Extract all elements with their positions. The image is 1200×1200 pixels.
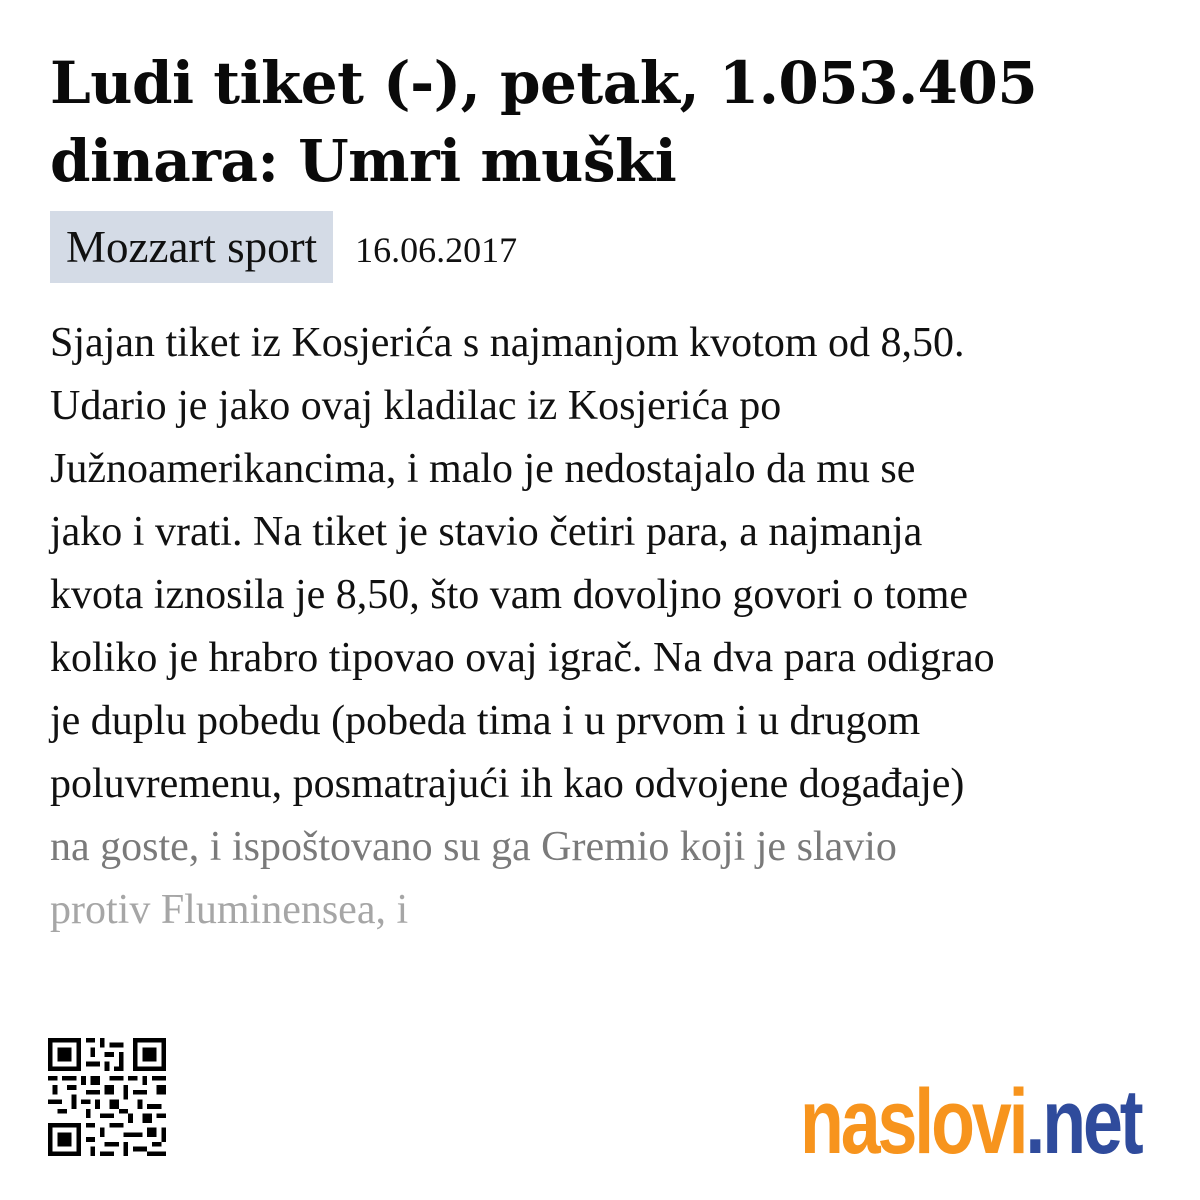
article-line: kvota iznosila je 8,50, što vam dovoljno govori o tome: [50, 572, 969, 618]
logo-main-text: naslovi: [800, 1071, 1026, 1173]
source-badge[interactable]: Mozzart sport: [50, 211, 333, 283]
article-line: poluvremenu, posmatrajući ih kao odvojene događaje): [50, 761, 965, 807]
publish-date: 16.06.2017: [355, 230, 518, 270]
article-meta: [50, 211, 517, 283]
qr-code-icon[interactable]: [48, 1038, 166, 1156]
article-line: koliko je hrabro tipovao ovaj igrač. Na dva para odigrao: [50, 635, 995, 681]
article-line-faded: protiv Fluminensea, i: [50, 887, 409, 933]
article-line: Južnoamerikancima, i malo je nedostajalo da mu se: [50, 446, 916, 492]
logo-tld-text: .net: [1025, 1071, 1141, 1173]
article-line: je duplu pobedu (pobeda tima i u prvom i u drugom: [50, 698, 921, 744]
article-line: Udario je jako ovaj kladilac iz Kosjerića po: [50, 383, 782, 429]
article-line-faded: na goste, i ispoštovano su ga Gremio koji je slavio: [50, 824, 897, 870]
article-line: Sjajan tiket iz Kosjerića s najmanjom kvotom od 8,50.: [50, 320, 965, 366]
article-title: Ludi tiket (-), petak, 1.053.405 dinara: Umri muški: [50, 49, 1038, 195]
site-logo[interactable]: [800, 1070, 1141, 1175]
article-line: jako i vrati. Na tiket je stavio četiri para, a najmanja: [50, 509, 923, 555]
article-body: [50, 312, 1160, 942]
